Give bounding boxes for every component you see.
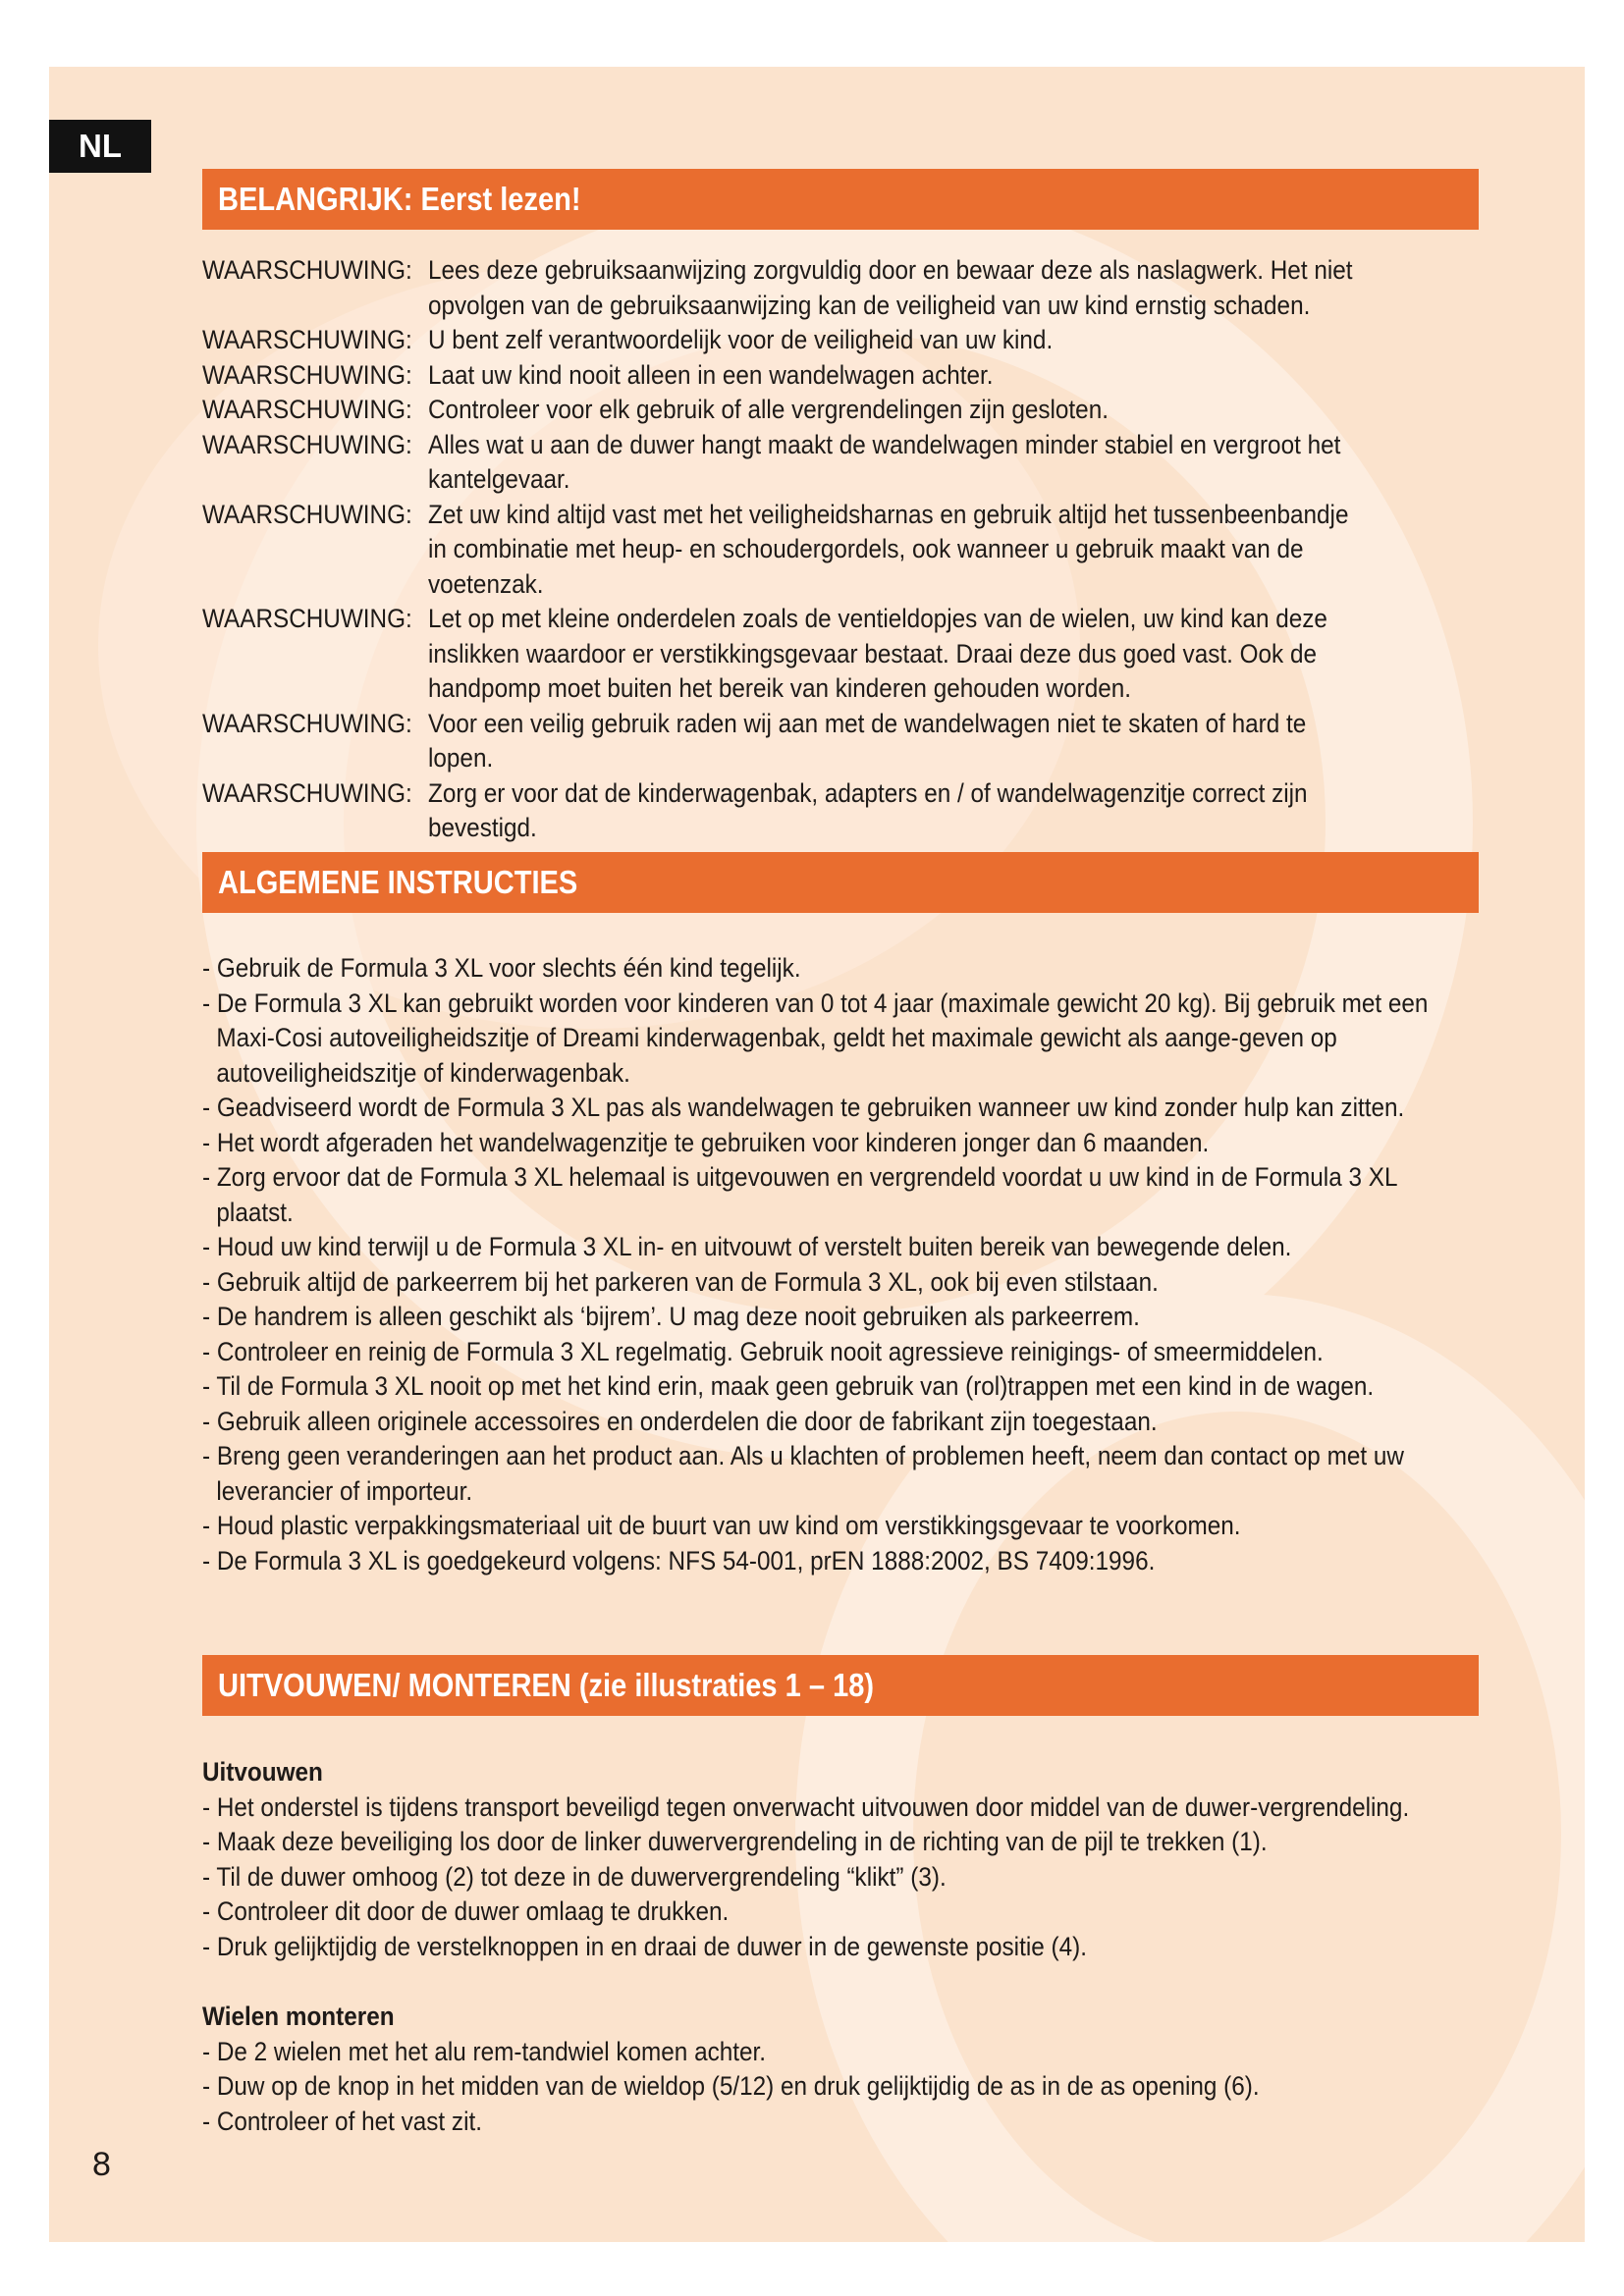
unfold-section	[202, 1755, 1479, 2139]
general-instructions-list	[202, 951, 1479, 1578]
warning-row	[202, 358, 1479, 394]
warning-text: U bent zelf verantwoordelijk voor de veiligheid van uw kind.	[428, 325, 1054, 354]
list-item: - Til de Formula 3 XL nooit op met het kind erin, maak geen gebruik van (rol)trappen met een kind in de wagen.	[202, 1371, 1375, 1401]
warning-text: Alles wat u aan de duwer hangt maakt de wandelwagen minder stabiel en vergroot het kantelgevaar.	[428, 429, 1341, 494]
unfold-steps	[202, 1790, 1479, 1965]
warning-text: Controleer voor elk gebruik of alle vergrendelingen zijn gesloten.	[428, 395, 1109, 424]
warning-text: Zet uw kind altijd vast met het veiligheidsharnas en gebruik altijd het tussenbeenbandje in combinatie met heup- en schoudergordels, ook wanneer u gebruik maakt van de voetenzak.	[428, 499, 1349, 599]
warning-label: WAARSCHUWING:	[202, 395, 412, 424]
warnings-list	[202, 253, 1479, 846]
warning-label: WAARSCHUWING:	[202, 777, 412, 808]
warning-row	[202, 428, 1479, 498]
list-item: - De handrem is alleen geschikt als ‘bijrem’. U mag deze nooit gebruiken als parkeerrem.	[202, 1302, 1140, 1331]
list-item: - Controleer en reinig de Formula 3 XL regelmatig. Gebruik nooit agressieve reinigings- of smeermiddelen.	[202, 1336, 1324, 1366]
page-number: 8	[92, 2146, 111, 2183]
warning-row	[202, 253, 1479, 323]
warning-row	[202, 602, 1479, 707]
warning-label: WAARSCHUWING:	[202, 325, 412, 354]
warning-text: Lees deze gebruiksaanwijzing zorgvuldig door en bewaar deze als naslagwerk. Het niet opvolgen van de gebruiksaanwijzing kan de veiligheid van uw kind ernstig schaden.	[428, 255, 1353, 320]
list-item: - Geadviseerd wordt de Formula 3 XL pas als wandelwagen te gebruiken wanneer uw kind zonder hulp kan zitten.	[202, 1093, 1405, 1122]
warning-row	[202, 393, 1479, 428]
warning-label: WAARSCHUWING:	[202, 604, 412, 633]
list-item: - De 2 wielen met het alu rem-tandwiel komen achter.	[202, 2036, 767, 2066]
list-item: - Gebruik de Formula 3 XL voor slechts één kind tegelijk.	[202, 953, 801, 983]
section-header-unfold	[202, 1655, 1479, 1716]
warning-row	[202, 498, 1479, 603]
list-item: - Zorg ervoor dat de Formula 3 XL helemaal is uitgevouwen en vergrendeld voordat u uw kind in de Formula 3 XL plaatst.	[202, 1162, 1397, 1227]
list-item: - De Formula 3 XL kan gebruikt worden voor kinderen van 0 tot 4 jaar (maximale gewicht 20 kg). Bij gebruik met een Maxi-Cosi autoveiligheidszitje of Dreami kinderwagenbak, geldt het maximale gewicht als aange-geven op autoveiligheidszitje of kinderwagenbak.	[202, 988, 1429, 1088]
warning-row	[202, 776, 1479, 846]
warning-text: Zorg er voor dat de kinderwagenbak, adapters en / of wandelwagenzitje correct zijn bevestigd.	[428, 777, 1308, 842]
warning-label: WAARSCHUWING:	[202, 255, 412, 285]
list-item: - Duw op de knop in het midden van de wieldop (5/12) en druk gelijktijdig de as in de as opening (6).	[202, 2071, 1260, 2101]
list-item: - Houd uw kind terwijl u de Formula 3 XL in- en uitvouwt of verstelt buiten bereik van bewegende delen.	[202, 1232, 1292, 1261]
warning-label: WAARSCHUWING:	[202, 429, 412, 459]
list-item: - Maak deze beveiliging los door de linker duwervergrendeling in de richting van de pijl te trekken (1).	[202, 1827, 1268, 1856]
list-item: - Druk gelijktijdig de verstelknoppen in en draai de duwer in de gewenste positie (4).	[202, 1931, 1087, 1961]
section-header-important	[202, 169, 1479, 230]
wheel-steps	[202, 2035, 1479, 2140]
warning-label: WAARSCHUWING:	[202, 499, 412, 529]
warning-text: Laat uw kind nooit alleen in een wandelwagen achter.	[428, 359, 994, 390]
list-item: - Breng geen veranderingen aan het product aan. Als u klachten of problemen heeft, neem dan contact op met uw leverancier of importeur.	[202, 1441, 1404, 1506]
section-title: ALGEMENE INSTRUCTIES	[218, 864, 578, 900]
section-header-general	[202, 852, 1479, 913]
warning-text: Voor een veilig gebruik raden wij aan met de wandelwagen niet te skaten of hard te lopen.	[428, 708, 1307, 773]
section-title: BELANGRIJK: Eerst lezen!	[218, 181, 581, 217]
warning-text: Let op met kleine onderdelen zoals de ventieldopjes van de wielen, uw kind kan deze inslikken waardoor er verstikkingsgevaar bestaat. Draai deze dus goed vast. Ook de handpomp moet buiten het bereik van kinderen gehouden worden.	[428, 604, 1327, 703]
subheading-unfold: Uitvouwen	[202, 1757, 323, 1787]
list-item: - Het wordt afgeraden het wandelwagenzitje te gebruiken voor kinderen jonger dan 6 maanden.	[202, 1127, 1210, 1157]
list-item: - Gebruik alleen originele accessoires en onderdelen die door de fabrikant zijn toegestaan.	[202, 1406, 1158, 1436]
list-item: - De Formula 3 XL is goedgekeurd volgens: NFS 54-001, prEN 1888:2002, BS 7409:1996.	[202, 1545, 1156, 1575]
warning-row	[202, 323, 1479, 358]
warning-row	[202, 707, 1479, 776]
list-item: - Gebruik altijd de parkeerrem bij het parkeren van de Formula 3 XL, ook bij even stilstaan.	[202, 1266, 1159, 1297]
warning-label: WAARSCHUWING:	[202, 359, 412, 390]
section-title: UITVOUWEN/ MONTEREN (zie illustraties 1 – 18)	[218, 1667, 875, 1703]
list-item: - Houd plastic verpakkingsmateriaal uit de buurt van uw kind om verstikkingsgevaar te voorkomen.	[202, 1511, 1241, 1540]
subheading-wheels: Wielen monteren	[202, 2002, 395, 2031]
warning-label: WAARSCHUWING:	[202, 708, 412, 738]
list-item: - Het onderstel is tijdens transport beveiligd tegen onverwacht uitvouwen door middel van de duwer-vergrendeling.	[202, 1791, 1410, 1822]
list-item: - Til de duwer omhoog (2) tot deze in de duwervergrendeling “klikt” (3).	[202, 1861, 947, 1892]
language-tab: NL	[49, 120, 151, 173]
list-item: - Controleer dit door de duwer omlaag te drukken.	[202, 1896, 730, 1926]
list-item: - Controleer of het vast zit.	[202, 2106, 482, 2136]
